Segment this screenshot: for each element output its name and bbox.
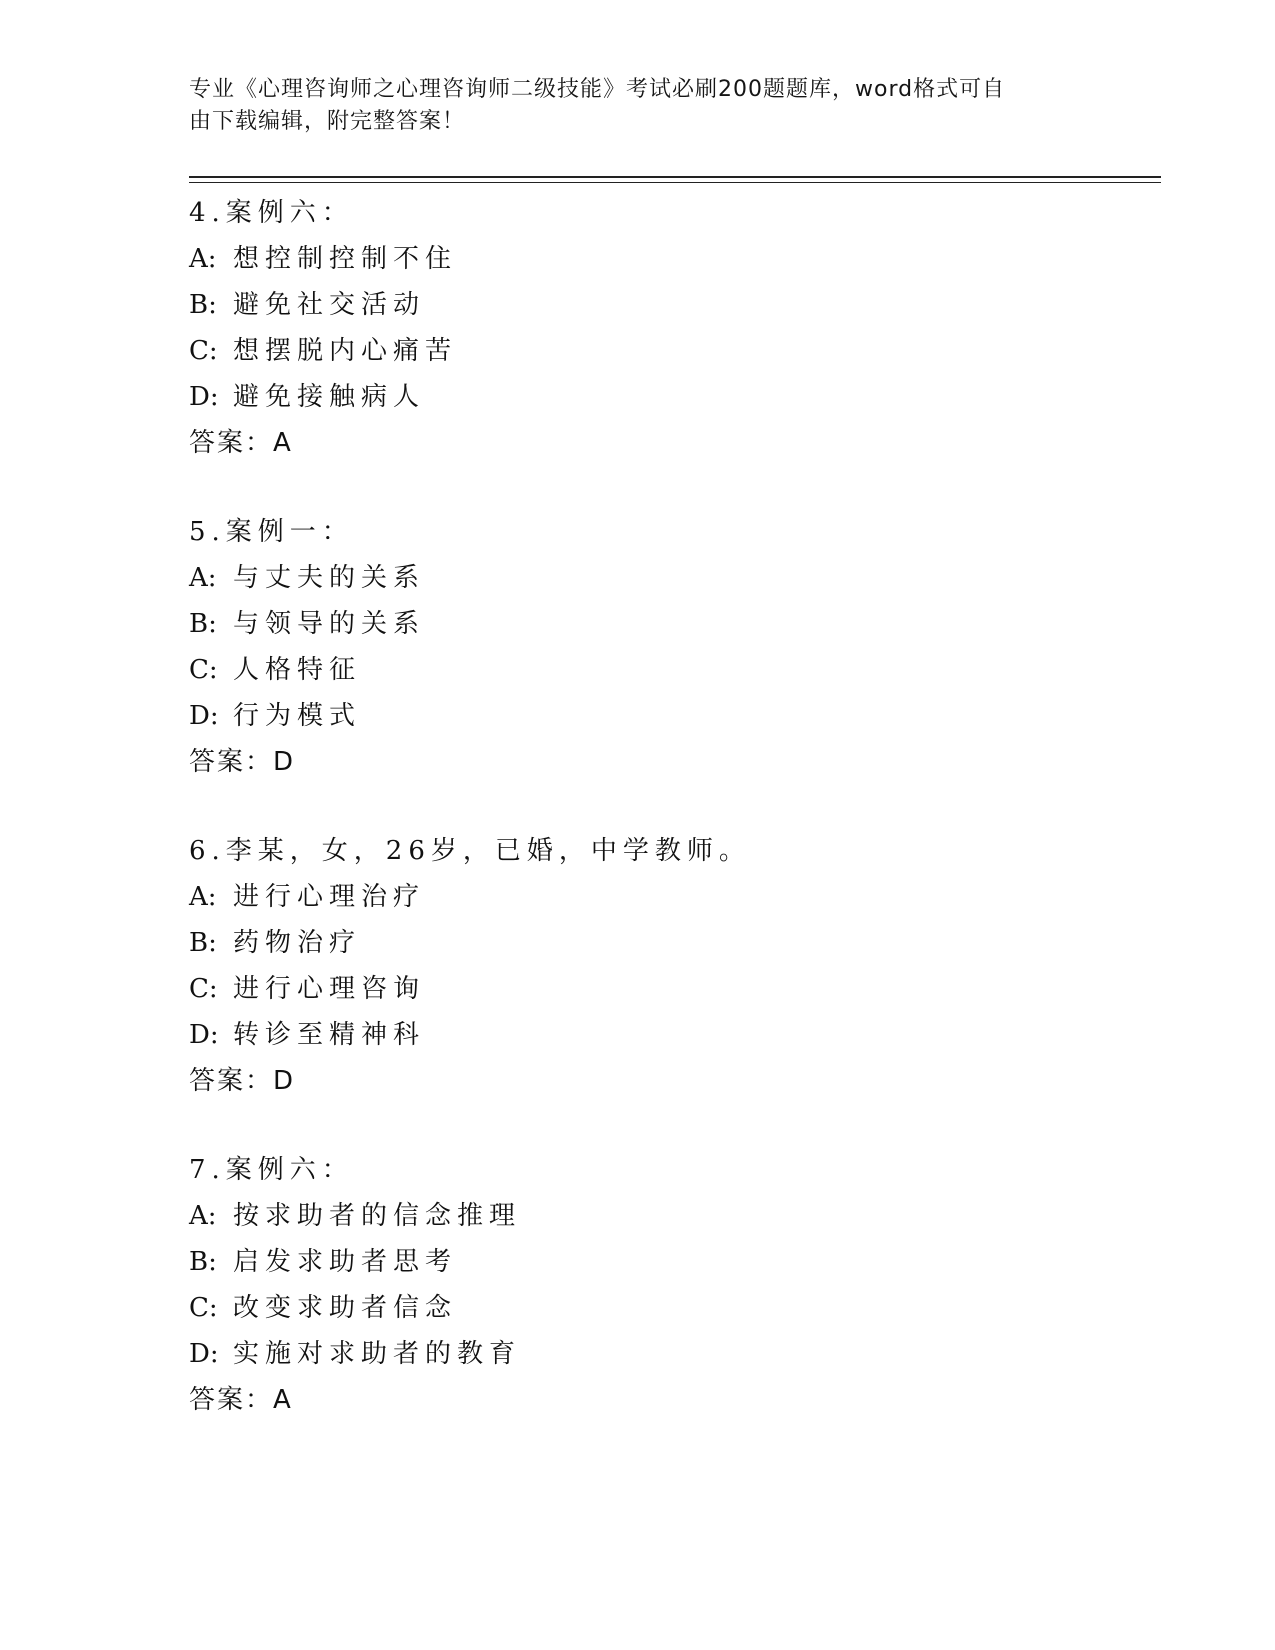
option-key: A: [189, 882, 217, 912]
option-b [189, 282, 1149, 328]
option-key: D: [189, 701, 219, 731]
answer-line: 答案：D [189, 1066, 296, 1096]
option-key: B: [189, 1247, 217, 1277]
option-a [189, 236, 1149, 282]
option-text: 改变求助者信念 [233, 1293, 458, 1323]
option-text: 进行心理咨询 [233, 974, 426, 1004]
option-c [189, 328, 1149, 374]
option-text: 避免社交活动 [233, 290, 426, 320]
option-a [189, 1193, 1149, 1239]
document-header [189, 74, 1089, 138]
question-stem: 5.案例一： [189, 517, 354, 547]
option-text: 进行心理治疗 [233, 882, 426, 912]
option-key: C: [189, 336, 218, 366]
question-stem: 4.案例六： [189, 198, 354, 228]
question-item [189, 509, 1149, 785]
option-key: C: [189, 1293, 218, 1323]
option-key: D: [189, 382, 219, 412]
header-line-1: 专业《心理咨询师之心理咨询师二级技能》考试必刷200题题库，word格式可自 [189, 77, 1006, 102]
answer-line: 答案：D [189, 747, 296, 777]
option-c [189, 966, 1149, 1012]
option-text: 行为模式 [233, 701, 362, 731]
option-text: 转诊至精神科 [233, 1020, 426, 1050]
option-text: 想控制控制不住 [233, 244, 458, 274]
option-c [189, 647, 1149, 693]
option-a [189, 555, 1149, 601]
option-key: A: [189, 1201, 217, 1231]
option-a [189, 874, 1149, 920]
question-stem: 7.案例六： [189, 1155, 354, 1185]
answer-line: 答案：A [189, 428, 293, 458]
option-text: 避免接触病人 [233, 382, 426, 412]
option-key: D: [189, 1020, 219, 1050]
option-text: 人格特征 [233, 655, 362, 685]
option-text: 启发求助者思考 [233, 1247, 458, 1277]
option-key: B: [189, 290, 217, 320]
option-key: D: [189, 1339, 219, 1369]
option-c [189, 1285, 1149, 1331]
option-key: B: [189, 928, 217, 958]
question-item [189, 828, 1149, 1104]
option-text: 与丈夫的关系 [233, 563, 426, 593]
option-d [189, 374, 1149, 420]
option-key: C: [189, 655, 218, 685]
header-divider-thin [189, 182, 1161, 183]
question-item [189, 190, 1149, 466]
option-b [189, 920, 1149, 966]
option-b [189, 1239, 1149, 1285]
option-key: A: [189, 563, 217, 593]
option-b [189, 601, 1149, 647]
option-d [189, 1331, 1149, 1377]
option-text: 实施对求助者的教育 [233, 1339, 522, 1369]
option-key: C: [189, 974, 218, 1004]
header-divider-thick [189, 176, 1161, 178]
option-text: 与领导的关系 [233, 609, 426, 639]
question-stem: 6.李某，女，26岁，已婚，中学教师。 [189, 836, 751, 866]
option-text: 想摆脱内心痛苦 [233, 336, 458, 366]
option-text: 药物治疗 [233, 928, 362, 958]
question-item [189, 1147, 1149, 1423]
option-text: 按求助者的信念推理 [233, 1201, 522, 1231]
option-key: B: [189, 609, 217, 639]
answer-line: 答案：A [189, 1385, 293, 1415]
question-list [189, 190, 1149, 1466]
header-line-2: 由下载编辑，附完整答案！ [189, 109, 466, 134]
option-key: A: [189, 244, 217, 274]
option-d [189, 693, 1149, 739]
option-d [189, 1012, 1149, 1058]
